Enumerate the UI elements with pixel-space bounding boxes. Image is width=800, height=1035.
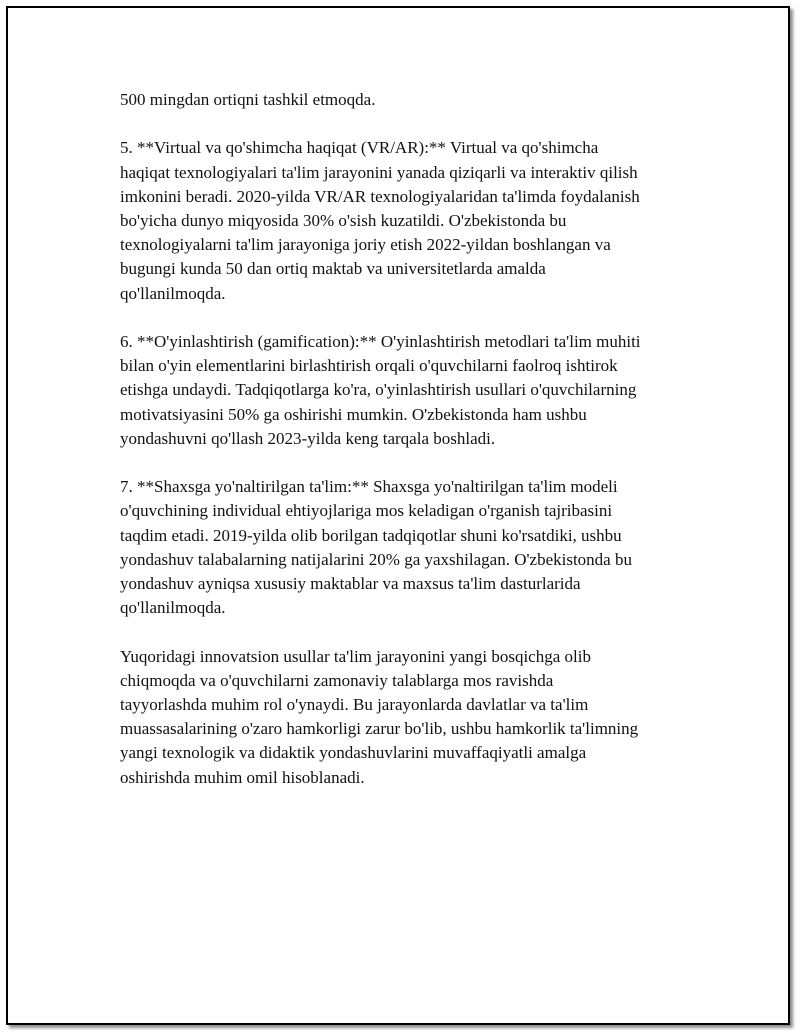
paragraph-personalized-learning — [120, 475, 700, 620]
text-line: yangi texnologik va didaktik yondashuvlarini muvaffaqiyatli amalga — [120, 743, 587, 763]
text-line: chiqmoqda va o'quvchilarni zamonaviy talablarga mos ravishda — [120, 670, 554, 690]
text-line: yondashuv talabalarning natijalarini 20% ga yaxshilagan. O'zbekistonda bu — [120, 549, 632, 569]
text-line: 5. **Virtual va qo'shimcha haqiqat (VR/AR):** Virtual va qo'shimcha — [120, 138, 599, 158]
paragraph-vr-ar — [120, 136, 700, 305]
text-line: Yuqoridagi innovatsion usullar ta'lim jarayonini yangi bosqichga olib — [120, 646, 591, 666]
text-line: qo'llanilmoqda. — [120, 283, 226, 303]
text-line: 6. **O'yinlashtirish (gamification):** O'yinlashtirish metodlari ta'lim muhiti — [120, 332, 641, 351]
text-line: oshirishda muhim omil hisoblanadi. — [120, 767, 365, 787]
text-line: tayyorlashda muhim rol o'ynaydi. Bu jarayonlarda davlatlar va ta'lim — [120, 695, 589, 715]
text-line: bilan o'yin elementlarini birlashtirish orqali o'quvchilarni faolroq ishtirok — [120, 356, 618, 376]
text-line: etishga undaydi. Tadqiqotlarga ko'ra, o'yinlashtirish usullari o'quvchilarning — [120, 380, 637, 400]
document-page — [6, 6, 790, 1025]
text-line: texnologiyalarni ta'lim jarayoniga joriy etish 2022-yildan boshlangan va — [120, 235, 611, 255]
text-line: imkonini beradi. 2020-yilda VR/AR texnologiyalaridan ta'limda foydalanish — [120, 186, 640, 206]
text-line: muassasalarining o'zaro hamkorligi zarur bo'lib, ushbu hamkorlik ta'limning — [120, 719, 639, 739]
text-line: qo'llanilmoqda. — [120, 598, 226, 618]
text-line: bo'yicha dunyo miqyosida 30% o'sish kuzatildi. O'zbekistonda bu — [120, 211, 567, 230]
text-line: haqiqat texnologiyalari ta'lim jarayonini yanada qiziqarli va interaktiv qilish — [120, 162, 638, 182]
text-line: 7. **Shaxsga yo'naltirilgan ta'lim:** Shaxsga yo'naltirilgan ta'lim modeli — [120, 477, 618, 497]
text-line: taqdim etadi. 2019-yilda olib borilgan tadqiqotlar shuni ko'rsatdiki, ushbu — [120, 525, 622, 545]
text-line: bugungi kunda 50 dan ortiq maktab va universitetlarda amalda — [120, 259, 546, 279]
text-line: motivatsiyasini 50% ga oshirishi mumkin. O'zbekistonda ham ushbu — [120, 404, 587, 424]
text-line: o'quvchining individual ehtiyojlariga mos keladigan o'rganish tajribasini — [120, 501, 613, 521]
text-line: yondashuv ayniqsa xususiy maktablar va maxsus ta'lim dasturlarida — [120, 574, 581, 594]
document-body — [120, 88, 700, 814]
text-line: yondashuvni qo'llash 2023-yilda keng tarqala boshladi. — [120, 428, 496, 448]
paragraph-gamification — [120, 330, 700, 451]
paragraph-conclusion — [120, 645, 700, 790]
paragraph-intro-tail — [120, 88, 700, 112]
text-line: 500 mingdan ortiqni tashkil etmoqda. — [120, 90, 376, 109]
